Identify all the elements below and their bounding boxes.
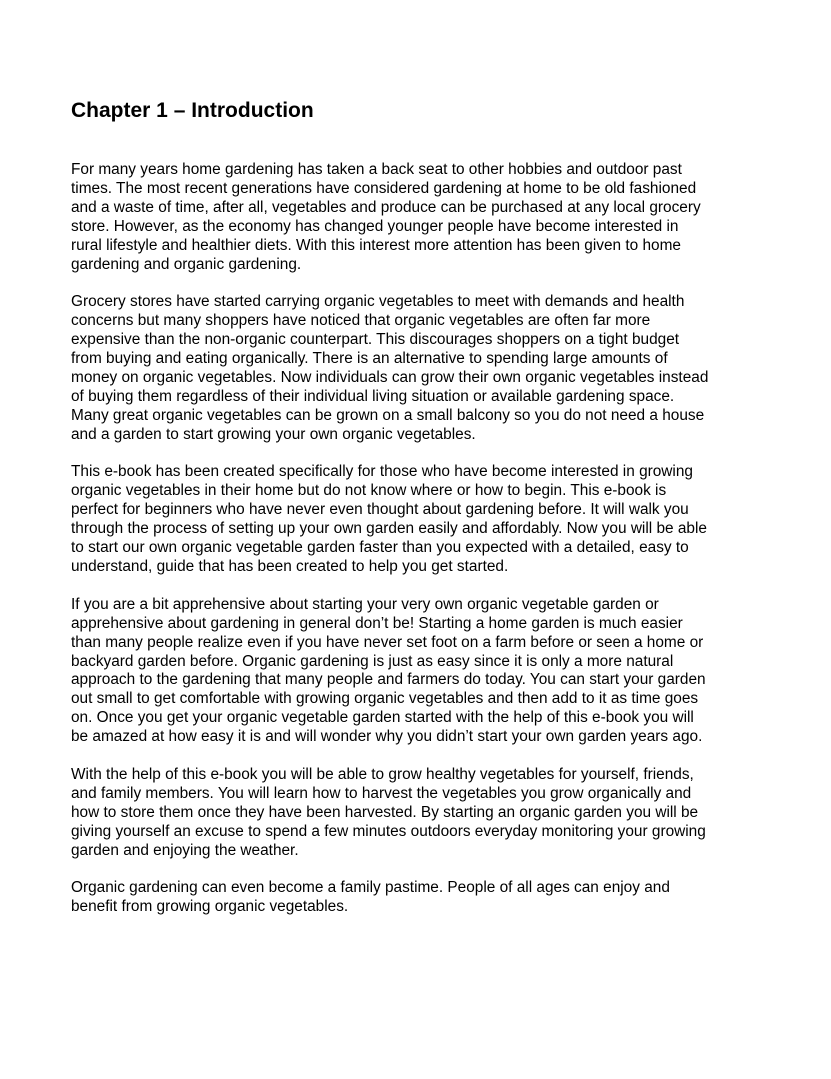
paragraph-line: times. The most recent generations have considered gardening at home to be old fashioned xyxy=(71,179,697,197)
paragraph-1 xyxy=(71,161,761,274)
paragraph-line: of buying them regardless of their individual living situation or available gardening space. xyxy=(71,387,675,405)
paragraph-line: Many great organic vegetables can be grown on a small balcony so you do not need a house xyxy=(71,406,705,424)
paragraph-line: on. Once you get your organic vegetable garden started with the help of this e-book you will xyxy=(71,709,694,727)
paragraph-line: from buying and eating organically. There is an alternative to spending large amounts of xyxy=(71,350,668,368)
paragraph-line: out small to get comfortable with growing organic vegetables and then add to it as time goes xyxy=(71,690,699,708)
paragraph-line: apprehensive about gardening in general don’t be! Starting a home garden is much easier xyxy=(71,614,683,632)
paragraph-line: how to store them once they have been harvested. By starting an organic garden you will be xyxy=(71,803,699,821)
paragraph-line: Grocery stores have started carrying organic vegetables to meet with demands and health xyxy=(71,293,685,311)
paragraph-2 xyxy=(71,293,761,444)
paragraph-line: concerns but many shoppers have noticed that organic vegetables are often far more xyxy=(71,312,651,330)
paragraph-line: and a waste of time, after all, vegetables and produce can be purchased at any local grocery xyxy=(71,198,701,216)
paragraph-line: Organic gardening can even become a family pastime. People of all ages can enjoy and xyxy=(71,879,670,897)
paragraph-line: and family members. You will learn how to harvest the vegetables you grow organically and xyxy=(71,784,692,802)
paragraph-line: and a garden to start growing your own organic vegetables. xyxy=(71,425,476,443)
paragraph-line: be amazed at how easy it is and will wonder why you didn’t start your own garden years ago. xyxy=(71,728,703,746)
paragraph-line: store. However, as the economy has changed younger people have become interested in xyxy=(71,217,679,235)
paragraph-5 xyxy=(71,766,761,861)
paragraph-line: through the process of setting up your own garden easily and affordably. Now you will be able xyxy=(71,520,707,538)
paragraph-line: benefit from growing organic vegetables. xyxy=(71,898,349,916)
paragraph-line: understand, guide that has been created to help you get started. xyxy=(71,558,509,575)
paragraph-line: If you are a bit apprehensive about starting your very own organic vegetable garden or xyxy=(71,595,659,613)
chapter-title: Chapter 1 – Introduction xyxy=(71,99,314,122)
paragraph-line: With the help of this e-book you will be able to grow healthy vegetables for yourself, friends, xyxy=(71,765,694,783)
paragraph-line: expensive than the non-organic counterpart. This discourages shoppers on a tight budget xyxy=(71,331,680,349)
paragraph-line: money on organic vegetables. Now individuals can grow their own organic vegetables instead xyxy=(71,368,709,386)
body-text xyxy=(71,161,761,917)
paragraph-line: rural lifestyle and healthier diets. With this interest more attention has been given to home xyxy=(71,236,681,254)
paragraph-line: This e-book has been created specifically for those who have become interested in growing xyxy=(71,463,693,481)
paragraph-line: approach to the gardening that many people and farmers do today. You can start your garden xyxy=(71,671,706,689)
paragraph-line: perfect for beginners who have never even thought about gardening before. It will walk you xyxy=(71,501,689,519)
paragraph-line: organic vegetables in their home but do not know where or how to begin. This e-book is xyxy=(71,482,667,500)
paragraph-line: backyard garden before. Organic gardening is just as easy since it is only a more natural xyxy=(71,652,674,670)
paragraph-line: to start our own organic vegetable garden faster than you expected with a detailed, easy to xyxy=(71,539,689,557)
paragraph-3 xyxy=(71,463,761,576)
paragraph-line: gardening and organic gardening. xyxy=(71,255,302,273)
paragraph-line: than many people realize even if you have never set foot on a farm before or seen a home or xyxy=(71,633,704,651)
paragraph-line: For many years home gardening has taken a back seat to other hobbies and outdoor past xyxy=(71,161,682,178)
document-page xyxy=(71,98,761,936)
paragraph-line: giving yourself an excuse to spend a few minutes outdoors everyday monitoring your growing xyxy=(71,822,706,840)
paragraph-6 xyxy=(71,879,761,917)
paragraph-4 xyxy=(71,596,761,747)
paragraph-line: garden and enjoying the weather. xyxy=(71,841,299,859)
